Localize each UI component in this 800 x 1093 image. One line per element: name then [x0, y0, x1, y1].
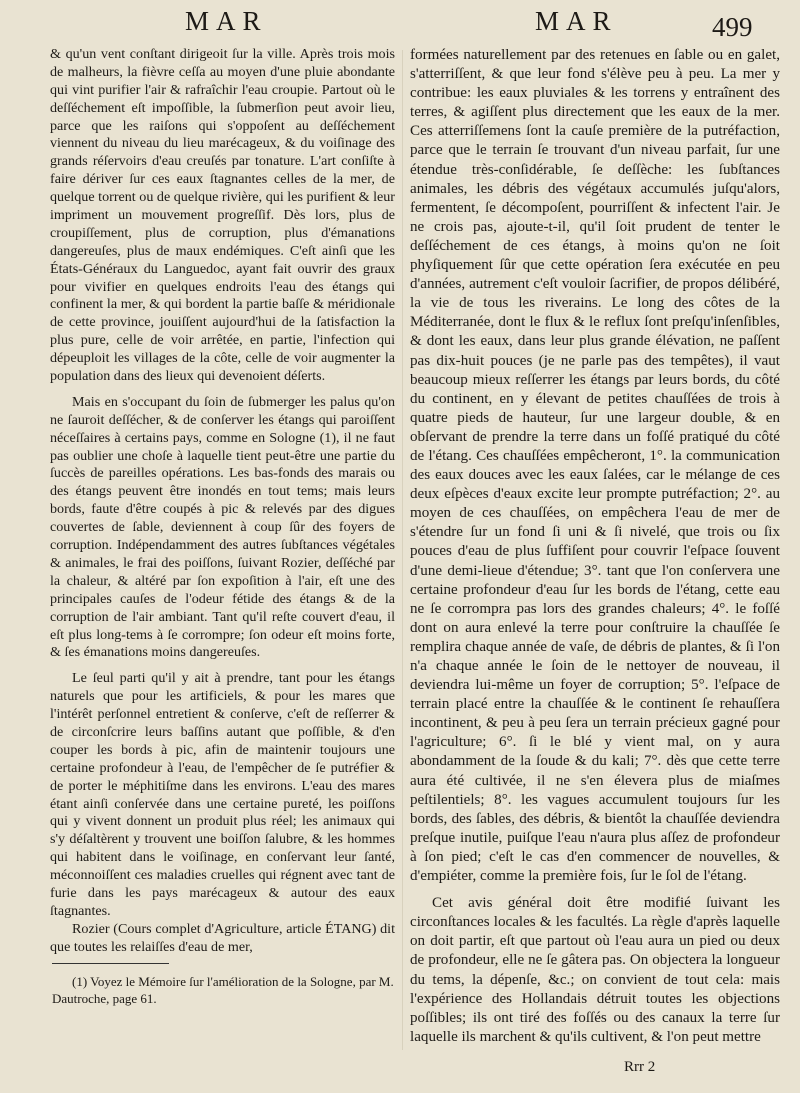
paragraph: formées naturellement par des retenues en ſable ou en galet, s'atterriſſent, & que leur fond s'élève peu à peu. La mer y contribue: les eaux pluviales & les torrens y entraînent des terres, & agiſſent plus directement que les eaux de la mer. Ces atterriſſemens ſont la cauſe première de la putréfaction, parce que le terrain ſe trouvant d'un niveau parfait, ſur une étendue très-conſidérable, ſe deſſèche: les ſubſtances animales, les débris des végétaux accumulés juſqu'alors, fermentent, ſe décompoſent, pourriſſent & infectent l'air. Je ne crois pas, ajoute-t-il, qu'il ſoit prudent de tenter le deſſéchement de ces étangs, à moins qu'on ne ſoit phyſiquement ſûr que cette opération ſera exécutée en peu d'années, autrement c'eſt vouloir ſacrifier, de propos délibéré, la vie de tous les riverains. Le long des côtes de la Méditerranée, dont le flux & le reflux ſont preſqu'inſenſibles, & dont les eaux, dans leur plus grande élévation, ne paſſent pas dix-huit pouces (je ne parle pas des tempêtes), il vaut beaucoup mieux reſſerrer les étangs par leurs bords, du côté du continent, en y élevant de petites chauſſées de trois à quatre pieds de hauteur, ſur une largeur double, & en obſervant de prendre la terre dans un foſſé pratiqué du côté de l'étang. Ces chauſſées empêcheront, 1°. la communication des eaux douces avec les eaux ſalées, car le mélange de ces deux eſpèces d'eaux excite leur prompte putréfaction; 2°. au moyen de ces chauſſées, on empêchera l'eau de mer de s'étendre ſur un fond ſi uni & ſi nivelé, que trois ou ſix pouces d'eau de plus ſuffiſent pour couvrir l'eſpace ſouvent d'une demi-lieue d'étendue; 3°. tant que l'on conſervera une certaine profondeur d'eau ſur les bords de l'étang, cette eau ne ſe corrompra pas lors des grandes chaleurs; 4°. le foſſé dont on aura enlevé la terre pour conſtruire la chauſſée ſe remplira chaque année de vaſe, de débris de plantes, & ſi l'on n'a chaque année le ſoin de le nettoyer de nouveau, il deviendra lui-même un foyer de corruption; 5°. l'eſpace de terrain placé entre la chauſſée & le continent ſe rehauſſera incontinent, & peu à peu ſera un terrain précieux gagné pour l'agriculture; 6°. ſi le blé y vient mal, on y aura abondamment de la ſoude & du kali; 7°. dès que cette terre aura été cultivée, il ne s'en élevera plus de miaſmes peſtilentiels; 8°. les vagues accumulent toujours ſur les bords, des ſables, des débris, & bientôt la chauſſée deviendra preſque inutile, puiſque l'eau n'aura plus aſſez de profondeur à ſon pied; c'eſt le cas d'en commencer de nouvelles, & d'empiéter, comme la première fois, ſur le ſol de l'étang.: [410, 47, 780, 885]
footnote: (1) Voyez le Mémoire ſur l'amélioration de la Sologne, par M. Dautroche, page 61.: [52, 974, 394, 1006]
left-column: [50, 46, 395, 957]
paragraph: Cet avis général doit être modifié ſuivant les circonſtances locales & les facultés. La règle d'après laquelle on doit partir, eſt que partout où l'eau aura un pied ou deux de profondeur, elle ne ſe gâtera pas. On objectera la longueur du tems, la dépenſe, &c.; on convient de tout cela: mais l'expérience des Hollandais détruit toutes les objections poſſibles; ils ont tiré des foſſés ou des canaux la terre ſur laquelle ils marchent & qu'ils cultivent, & l'on peut mettre: [410, 895, 780, 1045]
paragraph: Le ſeul parti qu'il y ait à prendre, tant pour les étangs naturels que pour les artificiels, & pour les mares que l'intérêt perſonnel entretient & conſerve, c'eſt de reſſerrer & de circonſcrire leurs baſſins autant que poſſible, & d'en couper les bords à pic, afin de maintenir toujours une certaine profondeur à l'eau, de l'empêcher de ſe putréfier & de porter le méphitiſme dans les environs. L'eau des mares étant ainſi conſervée dans une certaine pureté, les poiſſons qui y vivent donnent un produit plus réel; les animaux qui s'y déſaltèrent y trouvent une boiſſon ſalubre, & les hommes qui habitent dans le voiſinage, en conſervant leur ſanté, méconnoiſſent ces maladies cruelles qui régnent avec tant de furie dans les pays marécageux & autour des eaux ſtagnantes.: [50, 670, 395, 919]
paragraph: & qu'un vent conſtant dirigeoit ſur la ville. Après trois mois de malheurs, la fièvre ceſſa au moyen d'une pluie abondante qui vint purifier l'air & rafraîchir l'eau croupie. Partout où le deſſéchement eſt impoſſible, la ſubmerſion peut avoir lieu, parce que les raiſons qui s'oppoſent au deſſéchement viennent du niveau du lieu marécageux, & du voiſinage des grands réſervoirs d'eau creuſés par tonature. L'art conſiſte à faire dériver ſur ces eaux ſtagnantes celles de la mer, de quelque torrent ou de quelque rivière, qui les purifient & leur impriment un mouvement progreſſif. Dès lors, plus de croupiſſement, plus de corruption, plus d'émanations dangereuſes, plus de maux endémiques. C'eſt ainſi que les États-Généraux du Languedoc, ayant fait ouvrir des graux pour vivifier en quelques endroits l'eau des étangs qui confinent la mer, & qui bordent la partie baſſe & méridionale de cette province, jouiſſent aujourd'hui de la ſatisfaction la plus pure, celle de voir arrêtée, en partie, l'infection qui dépeuploit les villages de la côte, celle de voir augmenter la population dans des lieux qui devenoient déſerts.: [50, 46, 395, 385]
paragraph: Rozier (Cours complet d'Agriculture, article ÉTANG) dit que toutes les relaiſſes d'eau de mer,: [50, 920, 395, 955]
paragraph: Mais en s'occupant du ſoin de ſubmerger les palus qu'on ne ſauroit deſſécher, & de conſerver les étangs qui paroiſſent néceſſaires à certains pays, comme en Sologne (1), il ne faut pas oublier une choſe à laquelle tient peut-être une partie du ſuccès de pareilles opérations. Les bas-fonds des marais ou des étangs peuvent être inondés en tout tems; mais leurs bords, faute d'être coupés à pic & relevés par des digues couvertes de ſable, deviennent à coup ſûr des foyers de corruption. Indépendamment des autres ſubſtances végétales & animales, le frai des poiſſons, ſuivant Rozier, deſſéché par la chaleur, & altéré par ſon expoſition à l'air, eſt une des principales cauſes de l'odeur fétide des étangs & de la corruption de l'air ambiant. Tant qu'il reſte couvert d'eau, il eſt plus long-tems à ſe corrompre; ſon odeur eſt moins forte, & ſes émanations moins dangereuſes.: [50, 393, 395, 661]
footnote-rule: [52, 963, 169, 964]
right-column: [410, 46, 780, 1047]
page-number: 499: [712, 12, 753, 42]
running-head-left: MAR: [185, 6, 268, 36]
running-head-right: MAR: [535, 6, 618, 36]
column-gutter: [402, 50, 403, 1050]
signature-mark: Rrr 2: [624, 1059, 656, 1075]
